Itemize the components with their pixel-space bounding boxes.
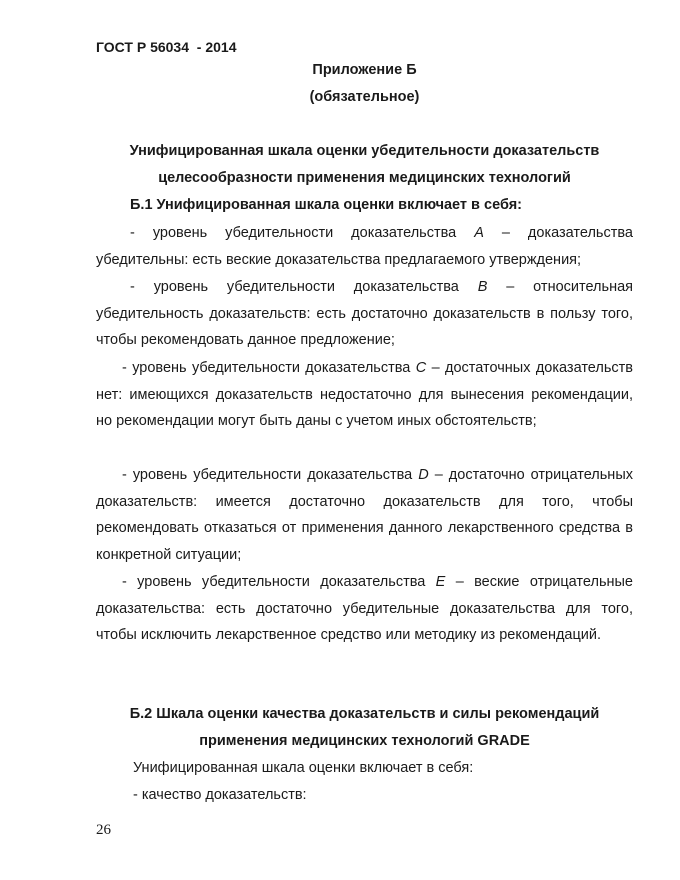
section-heading-line-2: целесообразности применения медицинских технологий [158,170,571,186]
item-prefix: - уровень убедительности доказательства [122,574,436,590]
item-text: – относительная убедительность доказательств: есть достаточно доказательств в пользу того, чтобы рекомендовать данное предложение; [96,279,633,349]
item-text: – веские отрицательные доказательства: есть достаточно убедительные доказательства для того, чтобы исключить лекарственное средство или методику из рекомендаций. [96,574,633,644]
section-heading-line-1: Унифицированная шкала оценки убедительности доказательств [129,143,600,159]
b2-heading-line-1: Б.2 Шкала оценки качества доказательств и силы рекомендаций [129,706,600,722]
item-letter: B [477,279,488,295]
item-letter: E [435,574,446,590]
grade-level-b-item [96,274,633,354]
b2-list-item: - качество доказательств: [133,787,307,803]
page-number: 26 [96,822,111,838]
b2-heading-line-2: применения медицинских технологий GRADE [199,733,530,749]
item-letter: A [474,225,484,241]
item-prefix: - уровень убедительности доказательства [122,360,416,376]
grade-level-a-item [96,220,633,273]
item-prefix: - уровень убедительности доказательства [130,279,478,295]
item-letter: D [418,467,429,483]
item-prefix: - уровень убедительности доказательства [122,467,419,483]
grade-level-d-item [96,462,633,569]
grade-level-c-item [96,355,633,435]
item-letter: C [415,360,427,376]
appendix-title: Приложение Б [312,62,417,78]
item-text: – достаточных доказательств нет: имеющихся доказательств недостаточно для вынесения рекомендации, но рекомендации могут быть даны с учетом иных обстоятельств; [96,360,633,430]
b1-heading: Б.1 Унифицированная шкала оценки включает в себя: [130,197,522,213]
item-text: – доказательства убедительны: есть веские доказательства предлагаемого утверждения; [96,225,633,268]
document-code-header: ГОСТ Р 56034 - 2014 [96,39,237,55]
grade-level-e-item [96,569,633,649]
item-prefix: - уровень убедительности доказательства [130,225,475,241]
b2-intro-text: Унифицированная шкала оценки включает в себя: [133,760,474,776]
item-text: – достаточно отрицательных доказательств: имеется достаточно доказательств для того, чтобы рекомендовать отказаться от применения данного лекарственного средства в конкретной ситуации; [96,467,633,564]
appendix-status: (обязательное) [309,89,420,105]
